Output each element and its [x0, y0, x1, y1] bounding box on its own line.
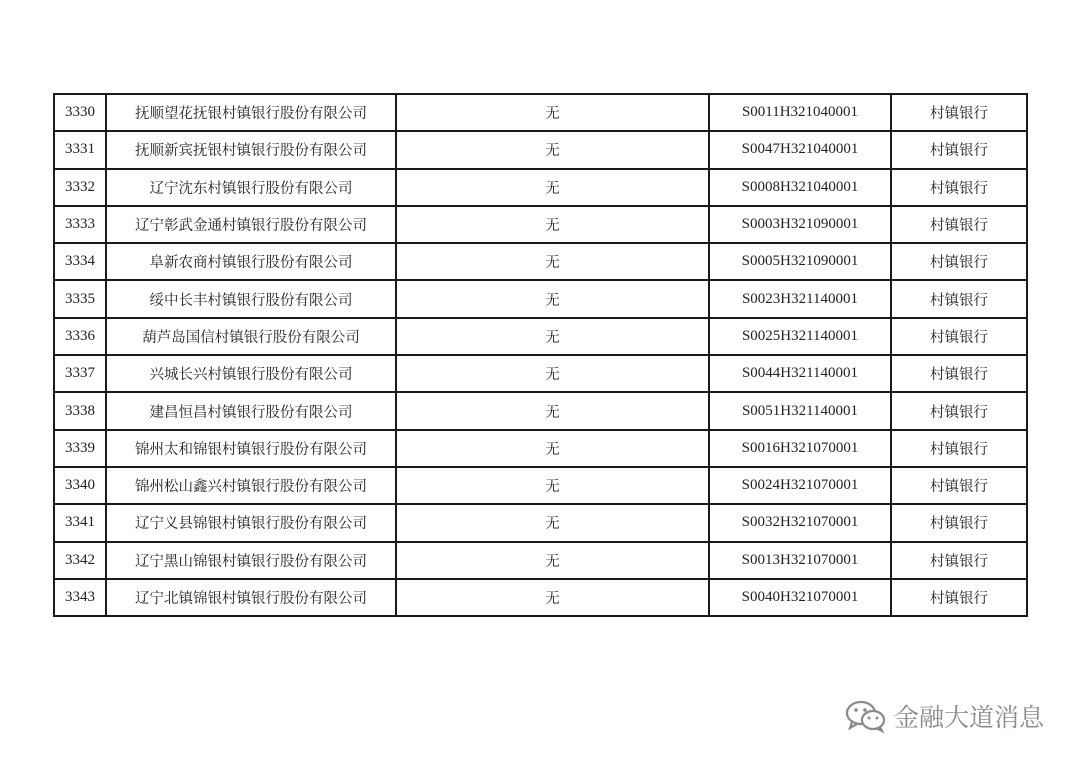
cell-institution-name: 兴城长兴村镇银行股份有限公司: [106, 355, 396, 392]
cell-institution-name: 辽宁黑山锦银村镇银行股份有限公司: [106, 542, 396, 579]
cell-license-code: S0003H321090001: [709, 206, 891, 243]
cell-number: 3341: [54, 504, 106, 541]
cell-license-code: S0011H321040001: [709, 94, 891, 131]
cell-former-name: 无: [396, 169, 709, 206]
table-row: [54, 169, 1027, 206]
cell-former-name: 无: [396, 504, 709, 541]
cell-number: 3343: [54, 579, 106, 616]
cell-institution-type: 村镇银行: [891, 169, 1027, 206]
cell-institution-type: 村镇银行: [891, 542, 1027, 579]
cell-institution-type: 村镇银行: [891, 94, 1027, 131]
cell-institution-type: 村镇银行: [891, 318, 1027, 355]
cell-license-code: S0047H321040001: [709, 131, 891, 168]
bank-registry-table: [53, 93, 1028, 617]
table-body: [54, 94, 1027, 616]
cell-license-code: S0040H321070001: [709, 579, 891, 616]
cell-number: 3330: [54, 94, 106, 131]
cell-number: 3334: [54, 243, 106, 280]
table-row: [54, 542, 1027, 579]
cell-institution-name: 辽宁义县锦银村镇银行股份有限公司: [106, 504, 396, 541]
cell-former-name: 无: [396, 206, 709, 243]
cell-institution-name: 辽宁彰武金通村镇银行股份有限公司: [106, 206, 396, 243]
cell-number: 3340: [54, 467, 106, 504]
cell-institution-name: 绥中长丰村镇银行股份有限公司: [106, 280, 396, 317]
cell-former-name: 无: [396, 579, 709, 616]
cell-license-code: S0008H321040001: [709, 169, 891, 206]
cell-institution-name: 锦州太和锦银村镇银行股份有限公司: [106, 430, 396, 467]
table-row: [54, 467, 1027, 504]
cell-number: 3333: [54, 206, 106, 243]
table-row: [54, 355, 1027, 392]
cell-number: 3339: [54, 430, 106, 467]
cell-license-code: S0044H321140001: [709, 355, 891, 392]
cell-former-name: 无: [396, 280, 709, 317]
cell-institution-type: 村镇银行: [891, 243, 1027, 280]
cell-institution-type: 村镇银行: [891, 579, 1027, 616]
cell-former-name: 无: [396, 94, 709, 131]
cell-license-code: S0025H321140001: [709, 318, 891, 355]
cell-former-name: 无: [396, 355, 709, 392]
table-row: [54, 243, 1027, 280]
watermark: [844, 698, 1044, 734]
table-row: [54, 392, 1027, 429]
cell-license-code: S0051H321140001: [709, 392, 891, 429]
cell-former-name: 无: [396, 542, 709, 579]
cell-former-name: 无: [396, 243, 709, 280]
cell-institution-type: 村镇银行: [891, 467, 1027, 504]
cell-number: 3331: [54, 131, 106, 168]
cell-institution-type: 村镇银行: [891, 430, 1027, 467]
cell-number: 3335: [54, 280, 106, 317]
cell-number: 3332: [54, 169, 106, 206]
cell-institution-type: 村镇银行: [891, 280, 1027, 317]
cell-number: 3336: [54, 318, 106, 355]
cell-institution-name: 葫芦岛国信村镇银行股份有限公司: [106, 318, 396, 355]
table-row: [54, 206, 1027, 243]
cell-institution-type: 村镇银行: [891, 131, 1027, 168]
cell-former-name: 无: [396, 318, 709, 355]
cell-license-code: S0005H321090001: [709, 243, 891, 280]
table-row: [54, 318, 1027, 355]
cell-institution-type: 村镇银行: [891, 392, 1027, 429]
cell-license-code: S0032H321070001: [709, 504, 891, 541]
cell-institution-name: 辽宁北镇锦银村镇银行股份有限公司: [106, 579, 396, 616]
cell-institution-name: 锦州松山鑫兴村镇银行股份有限公司: [106, 467, 396, 504]
cell-former-name: 无: [396, 430, 709, 467]
cell-license-code: S0024H321070001: [709, 467, 891, 504]
cell-former-name: 无: [396, 467, 709, 504]
cell-institution-name: 抚顺新宾抚银村镇银行股份有限公司: [106, 131, 396, 168]
cell-institution-name: 阜新农商村镇银行股份有限公司: [106, 243, 396, 280]
cell-license-code: S0023H321140001: [709, 280, 891, 317]
table-row: [54, 504, 1027, 541]
cell-number: 3337: [54, 355, 106, 392]
cell-institution-name: 抚顺望花抚银村镇银行股份有限公司: [106, 94, 396, 131]
table-row: [54, 430, 1027, 467]
wechat-icon: [844, 699, 888, 733]
cell-number: 3342: [54, 542, 106, 579]
cell-institution-name: 辽宁沈东村镇银行股份有限公司: [106, 169, 396, 206]
cell-number: 3338: [54, 392, 106, 429]
table-row: [54, 579, 1027, 616]
cell-former-name: 无: [396, 131, 709, 168]
cell-former-name: 无: [396, 392, 709, 429]
cell-institution-type: 村镇银行: [891, 504, 1027, 541]
cell-institution-name: 建昌恒昌村镇银行股份有限公司: [106, 392, 396, 429]
table-row: [54, 94, 1027, 131]
cell-license-code: S0016H321070001: [709, 430, 891, 467]
table-row: [54, 280, 1027, 317]
table-row: [54, 131, 1027, 168]
watermark-text: 金融大道消息: [893, 703, 1044, 732]
cell-license-code: S0013H321070001: [709, 542, 891, 579]
cell-institution-type: 村镇银行: [891, 355, 1027, 392]
cell-institution-type: 村镇银行: [891, 206, 1027, 243]
